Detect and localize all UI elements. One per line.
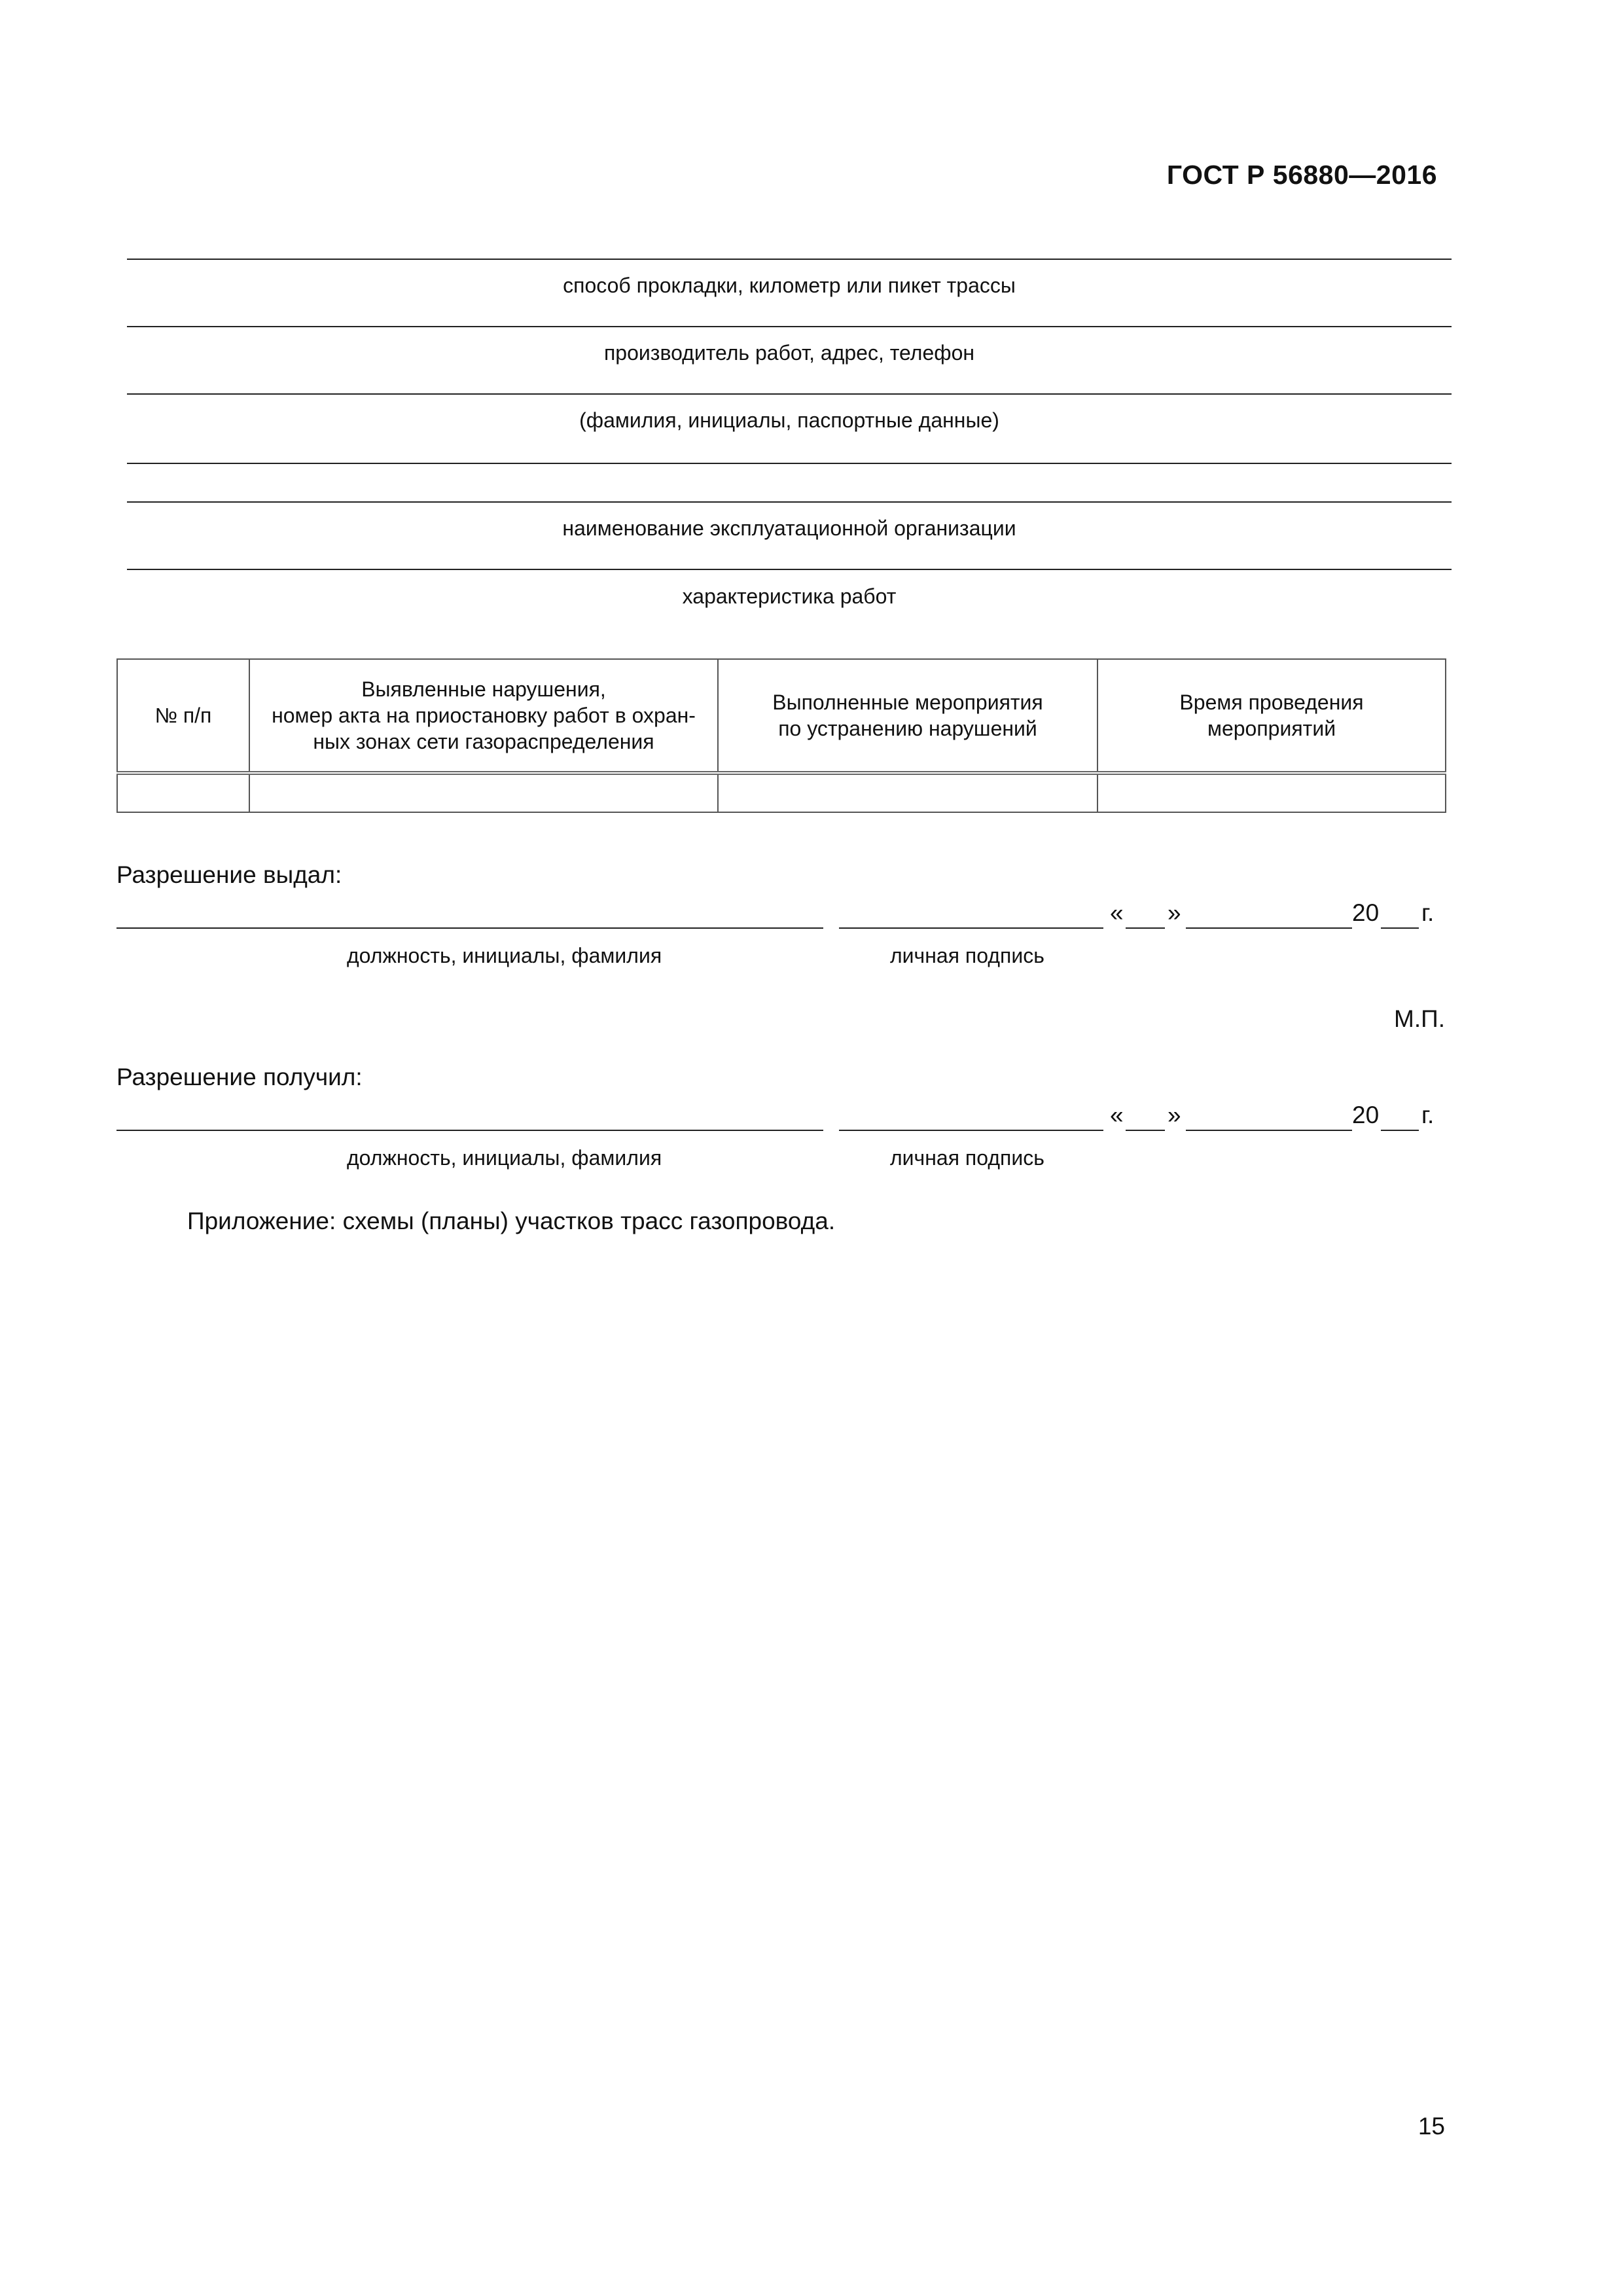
received-signature-caption: личная подпись (890, 1146, 1044, 1170)
fill-line-organization[interactable] (127, 501, 1452, 503)
received-month-line[interactable] (1186, 1130, 1352, 1131)
issued-year-line[interactable] (1381, 927, 1419, 929)
fill-line-route[interactable] (127, 259, 1452, 260)
table-cell[interactable] (117, 773, 249, 812)
issued-month-line[interactable] (1186, 927, 1352, 929)
issued-signature-line[interactable] (839, 927, 1103, 929)
header-time-line-2: мероприятий (1207, 717, 1336, 740)
header-violations-line-2: номер акта на приостановку работ в охран- (272, 704, 696, 727)
received-position-caption: должность, инициалы, фамилия (347, 1146, 662, 1170)
caption-contractor: производитель работ, адрес, телефон (603, 341, 975, 365)
received-year-suffix: г. (1421, 1102, 1435, 1128)
page-number: 15 (1418, 2113, 1445, 2140)
header-time-line-1: Время проведения (1179, 691, 1364, 714)
caption-route: способ прокладки, километр или пикет трассы (563, 274, 1016, 297)
received-year-line[interactable] (1381, 1130, 1419, 1131)
document-header-number: ГОСТ Р 56880—2016 (1166, 160, 1437, 190)
issued-day-line[interactable] (1126, 927, 1165, 929)
header-measures-line-1: Выполненные мероприятия (772, 691, 1043, 714)
header-violations-line-3: ных зонах сети газораспределения (313, 730, 654, 753)
received-year-prefix: 20 (1352, 1102, 1380, 1128)
caption-organization: наименование эксплуатационной организации (562, 516, 1016, 540)
header-cell-violations (249, 659, 718, 773)
issued-position-line[interactable] (116, 927, 823, 929)
seal-mark: М.П. (1394, 1005, 1445, 1032)
header-cell-time (1097, 659, 1446, 773)
header-cell-number: № п/п (117, 659, 249, 773)
received-day-line[interactable] (1126, 1130, 1165, 1131)
fill-line-person[interactable] (127, 393, 1452, 395)
table-cell[interactable] (249, 773, 718, 812)
fill-line-contractor[interactable] (127, 326, 1452, 327)
caption-person: (фамилия, инициалы, паспортные данные) (579, 408, 999, 432)
caption-works: характеристика работ (682, 584, 897, 608)
issued-label: Разрешение выдал: (116, 861, 342, 888)
issued-year-prefix: 20 (1352, 899, 1380, 926)
issued-signature-caption: личная подпись (890, 944, 1044, 967)
table-cell[interactable] (1097, 773, 1446, 812)
fill-line-works[interactable] (127, 569, 1452, 570)
table-cell[interactable] (718, 773, 1097, 812)
fill-line-extra[interactable] (127, 463, 1452, 464)
table-header-row (117, 659, 1446, 773)
table-row (117, 773, 1446, 812)
issued-open-quote: « (1110, 899, 1124, 926)
issued-position-caption: должность, инициалы, фамилия (347, 944, 662, 967)
appendix-note: Приложение: схемы (планы) участков трасс газопровода. (187, 1208, 836, 1234)
issued-year-suffix: г. (1421, 899, 1435, 926)
received-label: Разрешение получил: (116, 1064, 363, 1090)
issued-close-quote: » (1168, 899, 1181, 926)
violations-table (116, 658, 1446, 813)
header-measures-line-2: по устранению нарушений (778, 717, 1037, 740)
header-cell-measures (718, 659, 1097, 773)
received-close-quote: » (1168, 1102, 1181, 1128)
header-violations-line-1: Выявленные нарушения, (361, 677, 606, 701)
received-position-line[interactable] (116, 1130, 823, 1131)
received-open-quote: « (1110, 1102, 1124, 1128)
received-signature-line[interactable] (839, 1130, 1103, 1131)
